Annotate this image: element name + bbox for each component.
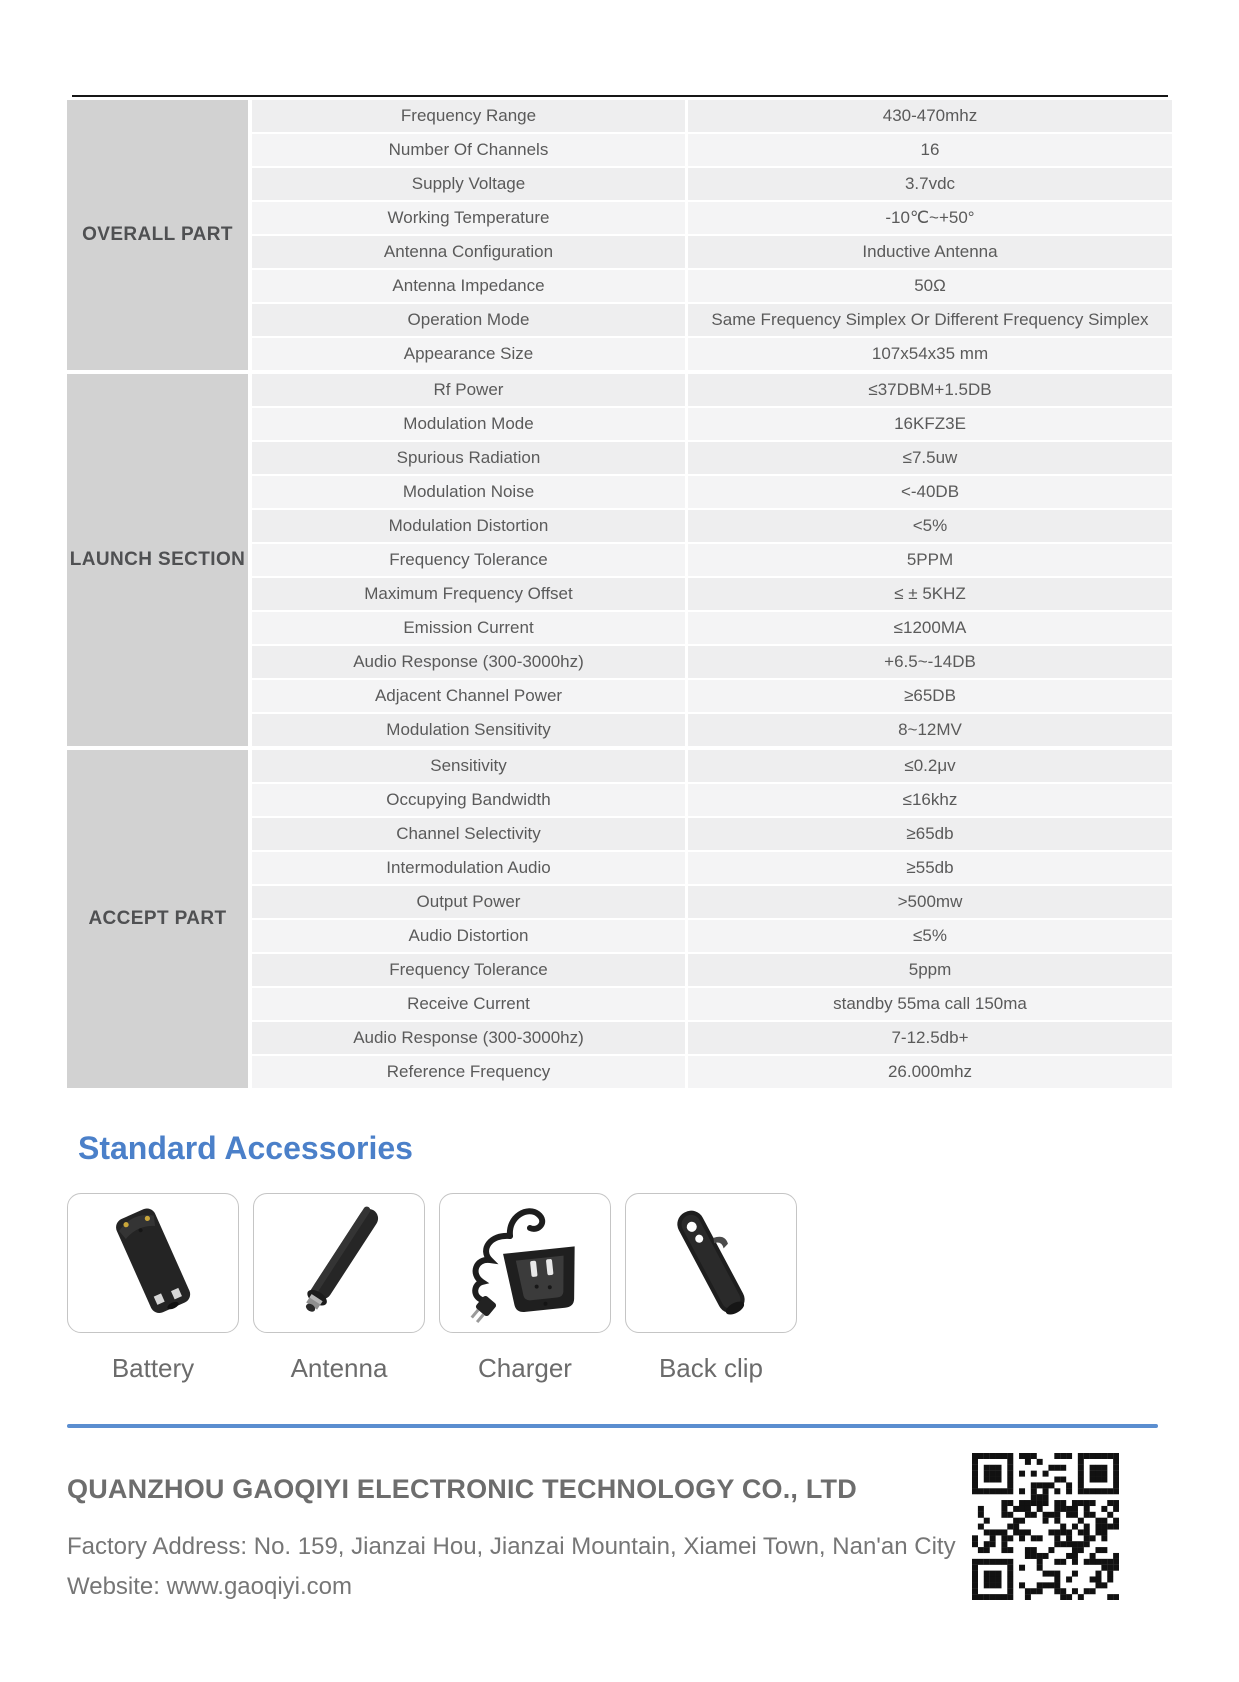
spec-value: <-40DB — [688, 476, 1172, 508]
spec-value: ≥55db — [688, 852, 1172, 884]
accessory-card-backclip — [625, 1193, 797, 1333]
spec-value: ≤1200MA — [688, 612, 1172, 644]
table-row — [252, 270, 1172, 302]
spec-label: Adjacent Channel Power — [252, 680, 685, 712]
accessories-heading: Standard Accessories — [78, 1130, 413, 1166]
qr-code — [972, 1453, 1119, 1600]
spec-label: Channel Selectivity — [252, 818, 685, 850]
section-header: ACCEPT PART — [67, 750, 248, 1088]
spec-label: Intermodulation Audio — [252, 852, 685, 884]
spec-label: Modulation Sensitivity — [252, 714, 685, 746]
table-row — [252, 750, 1172, 782]
section-rows — [252, 374, 1172, 746]
spec-label: Reference Frequency — [252, 1056, 685, 1088]
table-row — [252, 168, 1172, 200]
spec-label: Antenna Impedance — [252, 270, 685, 302]
spec-label: Modulation Mode — [252, 408, 685, 440]
table-row — [252, 476, 1172, 508]
table-row — [252, 544, 1172, 576]
table-row — [252, 510, 1172, 542]
spec-value: 26.000mhz — [688, 1056, 1172, 1088]
section-header: LAUNCH SECTION — [67, 374, 248, 746]
spec-label: Working Temperature — [252, 202, 685, 234]
table-row — [252, 784, 1172, 816]
spec-value: >500mw — [688, 886, 1172, 918]
accessory-label-antenna: Antenna — [290, 1353, 388, 1383]
spec-value: ≤5% — [688, 920, 1172, 952]
spec-sheet-page — [67, 0, 1172, 1606]
table-row — [252, 374, 1172, 406]
accessory-card-battery — [67, 1193, 239, 1333]
accessory-card-antenna — [253, 1193, 425, 1333]
spec-label: Modulation Noise — [252, 476, 685, 508]
table-row — [252, 578, 1172, 610]
accessory-label-charger: Charger — [478, 1353, 572, 1383]
spec-label: Emission Current — [252, 612, 685, 644]
spec-value: 5ppm — [688, 954, 1172, 986]
table-row — [252, 408, 1172, 440]
spec-value: ≥65DB — [688, 680, 1172, 712]
accessory-label-backclip: Back clip — [658, 1353, 764, 1383]
spec-label: Operation Mode — [252, 304, 685, 336]
table-row — [252, 680, 1172, 712]
contact-block — [67, 1527, 972, 1606]
spec-value: -10℃~+50° — [688, 202, 1172, 234]
spec-value: ≤0.2μv — [688, 750, 1172, 782]
spec-value: <5% — [688, 510, 1172, 542]
spec-label: Antenna Configuration — [252, 236, 685, 268]
spec-table — [67, 100, 1172, 1088]
spec-label: Sensitivity — [252, 750, 685, 782]
table-row — [252, 202, 1172, 234]
charger-photo — [450, 1198, 600, 1328]
table-row — [252, 338, 1172, 370]
table-row — [252, 442, 1172, 474]
backclip-photo — [636, 1198, 786, 1328]
spec-label: Frequency Range — [252, 100, 685, 132]
spec-label: Supply Voltage — [252, 168, 685, 200]
accessory-card-charger — [439, 1193, 611, 1333]
top-divider — [72, 95, 1168, 97]
spec-value: 8~12MV — [688, 714, 1172, 746]
spec-value: 107x54x35 mm — [688, 338, 1172, 370]
table-row — [252, 304, 1172, 336]
spec-label: Occupying Bandwidth — [252, 784, 685, 816]
website-text: Website: www.gaoqiyi.com — [67, 1572, 352, 1600]
spec-label: Audio Distortion — [252, 920, 685, 952]
spec-value: 5PPM — [688, 544, 1172, 576]
spec-label: Receive Current — [252, 988, 685, 1020]
spec-value: ≤7.5uw — [688, 442, 1172, 474]
spec-value: ≤ ± 5KHZ — [688, 578, 1172, 610]
spec-value: Same Frequency Simplex Or Different Frequency Simplex — [688, 304, 1172, 336]
section-accept-part — [67, 750, 1172, 1088]
spec-value: 7-12.5db+ — [688, 1022, 1172, 1054]
table-row — [252, 134, 1172, 166]
spec-label: Appearance Size — [252, 338, 685, 370]
battery-photo — [78, 1198, 228, 1328]
table-row — [252, 646, 1172, 678]
table-row — [252, 100, 1172, 132]
spec-value: 430-470mhz — [688, 100, 1172, 132]
accessories-cards — [67, 1193, 1172, 1333]
spec-label: Modulation Distortion — [252, 510, 685, 542]
table-row — [252, 954, 1172, 986]
table-row — [252, 852, 1172, 884]
spec-value: 16KFZ3E — [688, 408, 1172, 440]
section-overall-part — [67, 100, 1172, 370]
footer-divider — [67, 1424, 1158, 1428]
spec-label: Spurious Radiation — [252, 442, 685, 474]
spec-value: Inductive Antenna — [688, 236, 1172, 268]
company-name: QUANZHOU GAOQIYI ELECTRONIC TECHNOLOGY CO., LTD — [67, 1474, 857, 1504]
table-row — [252, 818, 1172, 850]
spec-label: Frequency Tolerance — [252, 954, 685, 986]
spec-value: ≤37DBM+1.5DB — [688, 374, 1172, 406]
table-row — [252, 1022, 1172, 1054]
spec-label: Audio Response (300-3000hz) — [252, 646, 685, 678]
table-row — [252, 1056, 1172, 1088]
table-row — [252, 236, 1172, 268]
factory-address: Factory Address: No. 159, Jianzai Hou, Jianzai Mountain, Xiamei Town, Nan'an City — [67, 1533, 956, 1560]
accessories-labels — [67, 1353, 1172, 1384]
spec-value: standby 55ma call 150ma — [688, 988, 1172, 1020]
spec-label: Rf Power — [252, 374, 685, 406]
spec-value: +6.5~-14DB — [688, 646, 1172, 678]
section-header: OVERALL PART — [67, 100, 248, 370]
table-row — [252, 920, 1172, 952]
footer — [67, 1452, 1172, 1606]
antenna-photo — [264, 1198, 414, 1328]
footer-text — [67, 1452, 972, 1606]
spec-label: Output Power — [252, 886, 685, 918]
spec-label: Number Of Channels — [252, 134, 685, 166]
spec-value: 50Ω — [688, 270, 1172, 302]
spec-label: Frequency Tolerance — [252, 544, 685, 576]
accessory-label-battery: Battery — [111, 1353, 195, 1383]
section-launch-section — [67, 374, 1172, 746]
section-rows — [252, 100, 1172, 370]
table-row — [252, 714, 1172, 746]
table-row — [252, 612, 1172, 644]
table-row — [252, 886, 1172, 918]
spec-value: 16 — [688, 134, 1172, 166]
section-rows — [252, 750, 1172, 1088]
table-row — [252, 988, 1172, 1020]
spec-value: ≤16khz — [688, 784, 1172, 816]
spec-value: 3.7vdc — [688, 168, 1172, 200]
spec-label: Audio Response (300-3000hz) — [252, 1022, 685, 1054]
spec-value: ≥65db — [688, 818, 1172, 850]
spec-label: Maximum Frequency Offset — [252, 578, 685, 610]
